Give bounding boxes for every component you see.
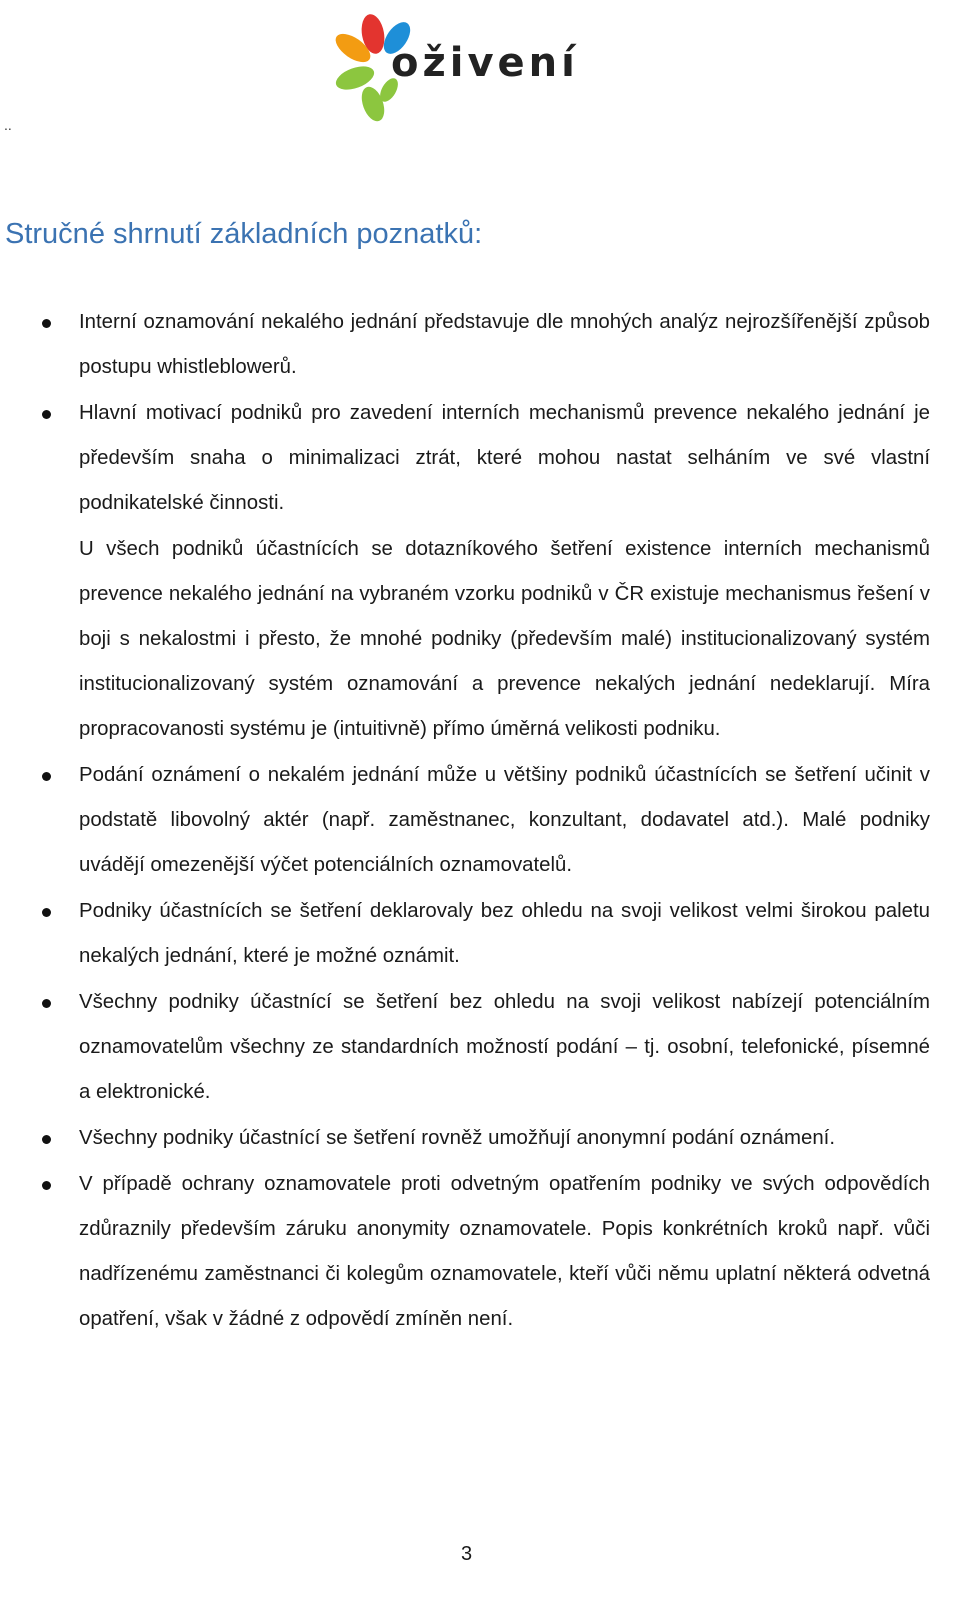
item-text: Podání oznámení o nekalém jednání může u většiny podniků účastnících se šetření učinit v podstatě libovolný aktér (např. zaměstnanec, konzultant, dodavatel atd.). Malé podniky uvádějí omezenější výčet potenciálních oznamovatelů. — [79, 764, 930, 876]
item-text: Hlavní motivací podniků pro zavedení interních mechanismů prevence nekalého jednání je především snaha o minimalizaci ztrát, které mohou nastat selháním ve své vlastní podnikatelské činnosti. — [79, 402, 930, 514]
item-text: Podniky účastnících se šetření deklarovaly bez ohledu na svoji velikost velmi širokou paletu nekalých jednání, které je možné oznámit. — [79, 900, 930, 967]
list-item — [0, 1162, 930, 1342]
page-number: 3 — [460, 1543, 473, 1565]
item-text: Všechny podniky účastnící se šetření rovněž umožňují anonymní podání oznámení. — [79, 1127, 836, 1149]
organization-logo — [333, 4, 593, 128]
item-text: V případě ochrany oznamovatele proti odvetným opatřením podniky ve svých odpovědích zdůraznily především záruku anonymity oznamovatele. Popis konkrétních kroků např. vůči nadřízenému zaměstnanci či kolegům oznamovatele, kteří vůči němu uplatní některá odvetná opatření, však v žádné z odpovědí zmíněn není. — [79, 1173, 930, 1330]
list-item — [0, 889, 930, 979]
list-item — [0, 980, 930, 1115]
bullet-icon — [42, 772, 51, 781]
list-item — [0, 527, 930, 752]
bullet-icon — [42, 908, 51, 917]
list-item — [0, 1116, 930, 1161]
logo-wordmark: oživení — [391, 40, 579, 86]
section-heading: Stručné shrnutí základních poznatků: — [5, 218, 483, 250]
item-text: Všechny podniky účastnící se šetření bez ohledu na svoji velikost nabízejí potenciálním oznamovatelům všechny ze standardních možností podání – tj. osobní, telefonické, písemné a elektronické. — [79, 991, 930, 1103]
list-item — [0, 753, 930, 888]
bullet-icon — [42, 1181, 51, 1190]
item-text: U všech podniků účastnících se dotazníkového šetření existence interních mechanismů prevence nekalého jednání na vybraném vzorku podniků v ČR existuje mechanismus řešení v boji s nekalostmi i přesto, že mnohé podniky (především malé) institucionalizovaný systém institucionalizovaný systém oznamování a prevence nekalých jednání nedeklarují. Míra propracovanosti systému je (intuitivně) přímo úměrná velikosti podniku. — [79, 538, 930, 740]
bullet-icon — [42, 319, 51, 328]
item-text: Interní oznamování nekalého jednání představuje dle mnohých analýz nejrozšířenější způsob postupu whistleblowerů. — [79, 311, 930, 378]
bullet-icon — [42, 410, 51, 419]
bullet-icon — [42, 1135, 51, 1144]
findings-list — [0, 300, 930, 1343]
list-item — [0, 300, 930, 390]
stray-mark: .. — [4, 117, 12, 133]
list-item — [0, 391, 930, 526]
bullet-icon — [42, 999, 51, 1008]
